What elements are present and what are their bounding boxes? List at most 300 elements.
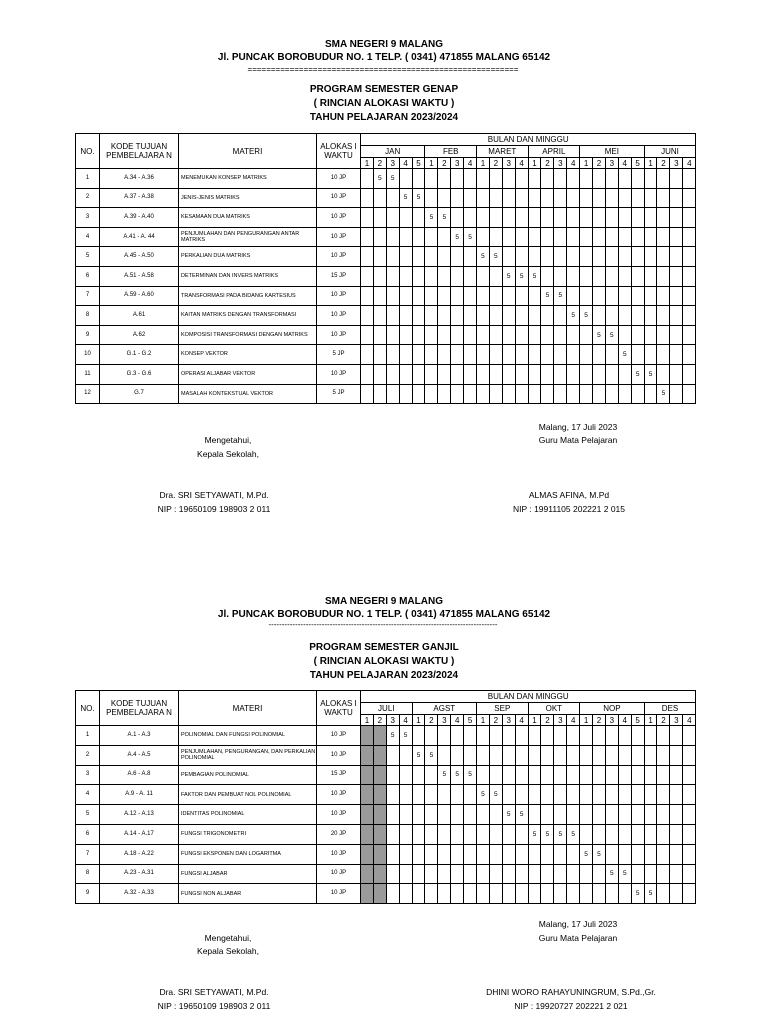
week-cell — [386, 364, 399, 384]
week-cell — [644, 286, 657, 306]
week-cell — [554, 785, 567, 805]
week-cell — [657, 864, 670, 884]
week-cell — [580, 286, 593, 306]
table-row — [76, 227, 696, 247]
week-cell: 5 — [554, 286, 567, 306]
week-cell: 5 — [528, 266, 541, 286]
row-kode: A.6 - A.8 — [100, 765, 179, 785]
place-date: Malang, 17 Juli 2023 — [538, 422, 618, 432]
week-cell — [438, 364, 451, 384]
week-cell — [605, 805, 618, 825]
week-cell — [438, 325, 451, 345]
week-cell — [580, 188, 593, 208]
place-date: Malang, 17 Juli 2023 — [538, 919, 618, 929]
week-cell — [631, 864, 644, 884]
row-number: 10 — [76, 345, 100, 365]
row-materi: MENEMUKAN KONSEP MATRIKS — [179, 169, 317, 189]
week-cell — [412, 824, 425, 844]
week-cell — [489, 227, 502, 247]
month-header: AGST — [412, 703, 476, 715]
week-cell — [631, 266, 644, 286]
week-cell — [477, 726, 490, 746]
guru-nip: NIP : 19911105 202221 2 015 — [512, 504, 625, 514]
week-cell — [515, 824, 528, 844]
week-cell — [554, 247, 567, 267]
week-cell — [618, 844, 631, 864]
week-cell: 5 — [489, 785, 502, 805]
row-kode: A.61 — [100, 306, 179, 326]
row-alokasi: 10 JP — [317, 884, 361, 904]
week-cell — [464, 247, 477, 267]
week-cell — [644, 345, 657, 365]
week-cell — [373, 188, 386, 208]
table-row — [76, 364, 696, 384]
week-number: 5 — [412, 158, 425, 169]
week-cell — [670, 345, 683, 365]
week-cell — [593, 266, 606, 286]
row-alokasi: 20 JP — [317, 824, 361, 844]
row-materi: FUNGSI TRIGONOMETRI — [179, 824, 317, 844]
week-cell — [515, 884, 528, 904]
week-cell — [605, 247, 618, 267]
row-alokasi: 10 JP — [317, 208, 361, 228]
week-cell — [502, 169, 515, 189]
week-cell — [657, 364, 670, 384]
week-cell — [683, 266, 696, 286]
week-cell — [567, 325, 580, 345]
week-cell — [489, 824, 502, 844]
row-number: 5 — [76, 247, 100, 267]
week-cell — [502, 325, 515, 345]
week-cell — [593, 785, 606, 805]
week-cell — [683, 247, 696, 267]
row-materi: FUNGSI EKSPONEN DAN LOGARITMA — [179, 844, 317, 864]
week-cell — [489, 188, 502, 208]
week-cell — [502, 765, 515, 785]
week-cell — [644, 325, 657, 345]
week-cell — [618, 208, 631, 228]
week-cell — [670, 384, 683, 404]
week-cell — [683, 208, 696, 228]
week-cell — [683, 844, 696, 864]
week-cell — [683, 345, 696, 365]
week-cell — [502, 286, 515, 306]
table-row — [76, 726, 696, 746]
row-materi: TRANSFORMASI PADA BIDANG KARTESIUS — [179, 286, 317, 306]
week-number: 3 — [451, 158, 464, 169]
month-header: DES — [644, 703, 696, 715]
week-cell — [386, 745, 399, 765]
week-cell — [593, 745, 606, 765]
week-cell — [554, 765, 567, 785]
row-kode: G.3 - G.6 — [100, 364, 179, 384]
week-cell: 5 — [502, 266, 515, 286]
week-cell — [386, 325, 399, 345]
week-cell — [489, 805, 502, 825]
row-alokasi: 10 JP — [317, 364, 361, 384]
row-number: 7 — [76, 286, 100, 306]
row-alokasi: 5 JP — [317, 384, 361, 404]
week-cell — [580, 364, 593, 384]
week-cell — [489, 169, 502, 189]
week-cell — [425, 286, 438, 306]
week-cell — [605, 844, 618, 864]
col-header-kode: KODE TUJUAN PEMBELAJARA N — [100, 134, 179, 169]
week-cell — [386, 266, 399, 286]
week-cell — [670, 325, 683, 345]
week-cell — [618, 884, 631, 904]
week-cell — [361, 266, 374, 286]
week-number: 2 — [489, 715, 502, 726]
week-number: 4 — [399, 715, 412, 726]
week-cell — [657, 745, 670, 765]
week-cell — [425, 884, 438, 904]
week-cell — [593, 247, 606, 267]
week-number: 3 — [386, 715, 399, 726]
week-cell: 5 — [425, 208, 438, 228]
week-cell — [361, 765, 374, 785]
week-cell — [567, 884, 580, 904]
row-number: 1 — [76, 726, 100, 746]
week-cell — [386, 247, 399, 267]
header-row — [76, 691, 696, 703]
week-cell — [515, 169, 528, 189]
week-cell — [412, 726, 425, 746]
row-alokasi: 10 JP — [317, 726, 361, 746]
week-cell — [438, 247, 451, 267]
week-cell — [644, 247, 657, 267]
table-row — [76, 188, 696, 208]
week-cell — [683, 227, 696, 247]
week-number: 5 — [631, 158, 644, 169]
week-cell: 5 — [451, 227, 464, 247]
week-cell — [373, 844, 386, 864]
week-cell — [386, 765, 399, 785]
week-cell — [451, 364, 464, 384]
program-year: TAHUN PELAJARAN 2023/2024 — [309, 670, 459, 681]
week-cell — [670, 864, 683, 884]
row-alokasi: 10 JP — [317, 286, 361, 306]
week-cell — [399, 306, 412, 326]
week-cell — [605, 345, 618, 365]
week-cell: 5 — [631, 364, 644, 384]
guru-label: Guru Mata Pelajaran — [538, 435, 618, 445]
table-row — [76, 785, 696, 805]
week-cell — [657, 227, 670, 247]
week-cell — [618, 364, 631, 384]
week-cell — [425, 266, 438, 286]
week-cell — [554, 188, 567, 208]
row-kode: A.39 - A.40 — [100, 208, 179, 228]
week-number: 2 — [425, 715, 438, 726]
week-number: 1 — [477, 715, 490, 726]
week-cell — [580, 864, 593, 884]
week-number: 2 — [593, 715, 606, 726]
week-cell — [657, 884, 670, 904]
week-cell: 5 — [412, 188, 425, 208]
week-cell: 5 — [593, 844, 606, 864]
week-cell — [631, 227, 644, 247]
week-cell — [515, 384, 528, 404]
week-cell — [464, 864, 477, 884]
week-cell — [451, 266, 464, 286]
week-cell — [489, 345, 502, 365]
week-cell — [605, 726, 618, 746]
week-cell — [528, 884, 541, 904]
week-number: 3 — [670, 715, 683, 726]
week-cell — [554, 364, 567, 384]
week-cell: 5 — [644, 884, 657, 904]
row-materi: IDENTITAS POLINOMIAL — [179, 805, 317, 825]
week-cell — [580, 169, 593, 189]
week-cell — [373, 227, 386, 247]
table-row — [76, 266, 696, 286]
week-cell — [464, 364, 477, 384]
row-number: 1 — [76, 169, 100, 189]
week-cell — [631, 345, 644, 365]
week-cell — [399, 844, 412, 864]
week-cell — [451, 844, 464, 864]
week-cell — [554, 745, 567, 765]
week-cell — [515, 726, 528, 746]
guru-nip: NIP : 19920727 202221 2 021 — [514, 1001, 628, 1011]
week-cell — [412, 247, 425, 267]
row-alokasi: 10 JP — [317, 169, 361, 189]
week-cell — [683, 805, 696, 825]
week-cell — [477, 824, 490, 844]
week-cell — [438, 306, 451, 326]
row-number: 3 — [76, 765, 100, 785]
week-cell — [451, 805, 464, 825]
week-number: 5 — [464, 715, 477, 726]
table-row — [76, 169, 696, 189]
week-cell — [541, 726, 554, 746]
table-row — [76, 805, 696, 825]
week-cell — [670, 805, 683, 825]
week-cell — [580, 227, 593, 247]
week-cell — [541, 306, 554, 326]
week-cell — [593, 345, 606, 365]
kepsek-name: Dra. SRI SETYAWATI, M.Pd. — [159, 987, 269, 997]
week-cell — [399, 824, 412, 844]
week-cell — [361, 325, 374, 345]
week-cell — [399, 384, 412, 404]
row-materi: FUNGSI ALJABAR — [179, 864, 317, 884]
week-number: 2 — [657, 158, 670, 169]
week-cell — [593, 726, 606, 746]
week-cell — [580, 384, 593, 404]
week-number: 2 — [541, 158, 554, 169]
week-cell — [451, 325, 464, 345]
week-cell — [528, 188, 541, 208]
week-cell — [657, 286, 670, 306]
week-cell — [580, 266, 593, 286]
week-cell — [683, 824, 696, 844]
week-number: 2 — [373, 158, 386, 169]
week-cell — [361, 805, 374, 825]
week-cell — [361, 188, 374, 208]
kepsek-nip: NIP : 19650109 198903 2 011 — [157, 504, 271, 514]
week-cell — [451, 169, 464, 189]
week-cell — [554, 726, 567, 746]
week-cell — [515, 785, 528, 805]
row-alokasi: 10 JP — [317, 188, 361, 208]
month-header: MARET — [477, 146, 529, 158]
week-cell: 5 — [477, 785, 490, 805]
week-cell — [644, 864, 657, 884]
week-cell — [670, 169, 683, 189]
week-cell — [477, 864, 490, 884]
week-cell — [361, 306, 374, 326]
month-header: JULI — [361, 703, 413, 715]
week-cell — [464, 844, 477, 864]
week-cell — [605, 384, 618, 404]
week-cell — [502, 188, 515, 208]
week-cell — [489, 726, 502, 746]
week-cell — [644, 765, 657, 785]
week-cell — [541, 325, 554, 345]
week-cell — [438, 745, 451, 765]
week-cell — [605, 884, 618, 904]
week-cell: 5 — [464, 765, 477, 785]
week-cell — [593, 805, 606, 825]
week-cell: 5 — [515, 805, 528, 825]
week-cell — [451, 884, 464, 904]
week-cell — [618, 286, 631, 306]
week-cell — [515, 188, 528, 208]
week-cell — [631, 824, 644, 844]
row-number: 9 — [76, 325, 100, 345]
week-cell — [631, 805, 644, 825]
row-materi: DETERMINAN DAN INVERS MATRIKS — [179, 266, 317, 286]
week-number: 2 — [541, 715, 554, 726]
row-number: 5 — [76, 805, 100, 825]
week-cell — [683, 169, 696, 189]
week-cell — [451, 286, 464, 306]
week-cell — [399, 325, 412, 345]
table-row — [76, 247, 696, 267]
week-cell — [412, 864, 425, 884]
week-cell — [412, 345, 425, 365]
week-number: 3 — [502, 715, 515, 726]
week-cell — [528, 306, 541, 326]
week-cell — [489, 864, 502, 884]
week-cell — [657, 306, 670, 326]
week-cell — [464, 169, 477, 189]
row-number: 2 — [76, 745, 100, 765]
week-cell — [657, 188, 670, 208]
week-number: 1 — [361, 158, 374, 169]
week-cell — [425, 765, 438, 785]
week-cell: 5 — [554, 824, 567, 844]
week-cell — [386, 208, 399, 228]
row-number: 4 — [76, 227, 100, 247]
week-cell — [541, 884, 554, 904]
kepala-label: Kepala Sekolah, — [197, 449, 259, 459]
week-cell — [373, 884, 386, 904]
week-cell — [438, 169, 451, 189]
week-cell — [644, 726, 657, 746]
program-subtitle: ( RINCIAN ALOKASI WAKTU ) — [313, 656, 455, 667]
week-cell: 5 — [657, 384, 670, 404]
week-cell — [593, 824, 606, 844]
week-cell — [515, 325, 528, 345]
week-cell — [541, 765, 554, 785]
week-cell — [361, 864, 374, 884]
week-cell — [541, 227, 554, 247]
week-cell — [438, 824, 451, 844]
row-kode: A.34 - A.36 — [100, 169, 179, 189]
week-cell — [528, 864, 541, 884]
week-cell: 5 — [593, 325, 606, 345]
week-cell — [425, 785, 438, 805]
week-cell — [425, 325, 438, 345]
week-cell — [425, 247, 438, 267]
week-cell — [683, 785, 696, 805]
program-title: PROGRAM SEMESTER GENAP — [309, 84, 459, 95]
week-cell — [386, 785, 399, 805]
row-alokasi: 15 JP — [317, 266, 361, 286]
week-cell — [477, 765, 490, 785]
week-cell — [528, 286, 541, 306]
week-cell — [502, 745, 515, 765]
week-cell — [361, 364, 374, 384]
week-cell — [515, 765, 528, 785]
week-cell — [541, 844, 554, 864]
week-cell — [399, 884, 412, 904]
week-cell — [644, 785, 657, 805]
week-cell — [464, 325, 477, 345]
week-cell — [464, 884, 477, 904]
guru-name: ALMAS AFINA, M.Pd — [528, 490, 610, 500]
month-header: MEI — [580, 146, 644, 158]
week-cell — [373, 345, 386, 365]
week-cell — [373, 726, 386, 746]
week-cell — [631, 169, 644, 189]
week-cell — [477, 844, 490, 864]
week-cell — [399, 286, 412, 306]
week-cell — [580, 765, 593, 785]
week-cell — [683, 765, 696, 785]
week-cell — [373, 247, 386, 267]
week-cell — [593, 169, 606, 189]
week-cell — [412, 884, 425, 904]
week-cell — [386, 345, 399, 365]
row-materi: KOMPOSISI TRANSFORMASI DENGAN MATRIKS — [179, 325, 317, 345]
week-number: 4 — [399, 158, 412, 169]
week-number: 1 — [425, 158, 438, 169]
week-cell — [657, 208, 670, 228]
week-number: 3 — [554, 715, 567, 726]
week-cell — [644, 745, 657, 765]
week-cell — [438, 188, 451, 208]
week-cell — [386, 824, 399, 844]
week-cell: 5 — [399, 188, 412, 208]
week-number: 1 — [361, 715, 374, 726]
row-materi: KESAMAAN DUA MATRIKS — [179, 208, 317, 228]
row-materi: JENIS-JENIS MATRIKS — [179, 188, 317, 208]
week-cell — [502, 345, 515, 365]
week-cell — [464, 188, 477, 208]
week-cell — [412, 364, 425, 384]
week-cell — [670, 247, 683, 267]
week-cell — [541, 864, 554, 884]
week-cell — [657, 824, 670, 844]
week-cell — [528, 844, 541, 864]
row-number: 8 — [76, 306, 100, 326]
kepsek-name: Dra. SRI SETYAWATI, M.Pd. — [159, 490, 269, 500]
row-kode: A.4 - A.5 — [100, 745, 179, 765]
